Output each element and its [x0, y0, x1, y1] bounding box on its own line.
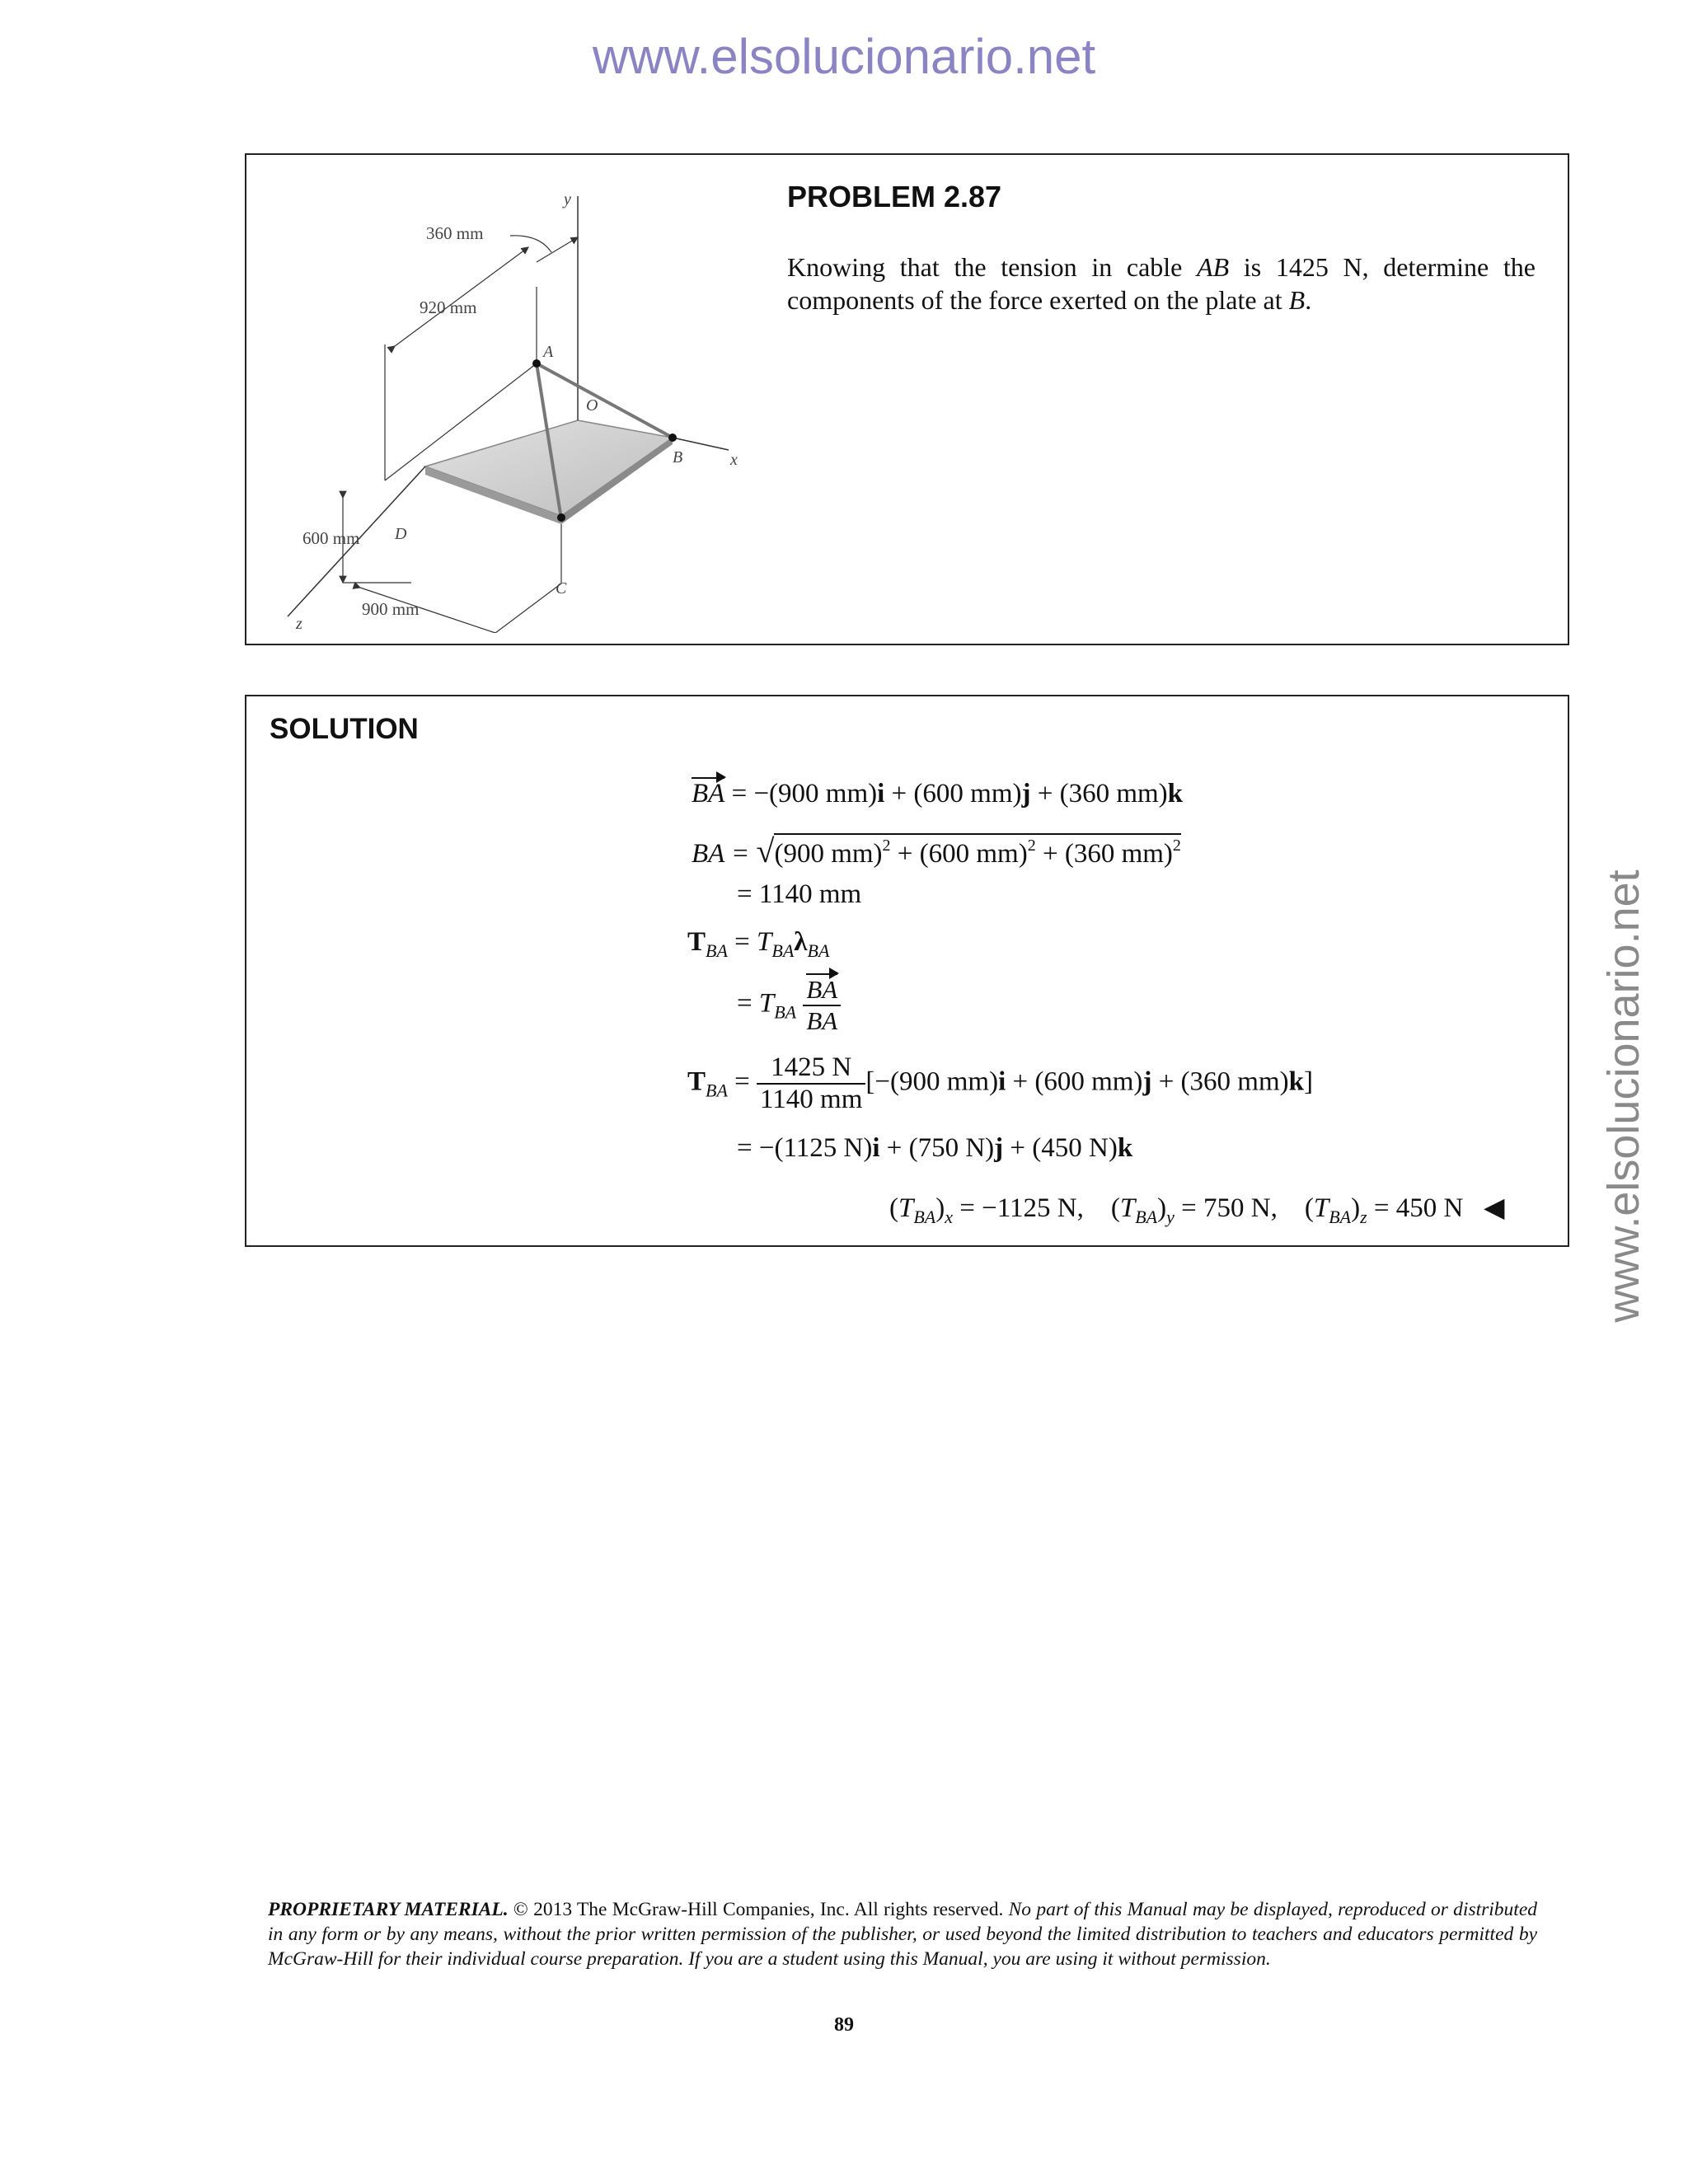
page-number: 89: [834, 2014, 854, 2036]
problem-text: Knowing that the tension in cable AB is 1425 N, determine the components of the force exerted on the plate at B.: [787, 252, 1536, 315]
equation-line-2: BA = √(900 mm)$^2$ + (600 mm)$^2$ + (360 mm)$^2$: [692, 832, 1181, 869]
label-A: A: [543, 343, 554, 361]
answer-z: $(T_{BA})_z = 450$ N: [1304, 1193, 1464, 1227]
dim-920-line: [395, 247, 528, 346]
label-x: x: [730, 451, 738, 469]
label-y: y: [564, 190, 571, 209]
label-z: z: [296, 615, 302, 633]
label-920: 920 mm: [420, 298, 477, 317]
problem-box: [245, 153, 1569, 645]
footer-copyright: PROPRIETARY MATERIAL. © 2013 The McGraw-Hill Companies, Inc. All rights reserved. No part of this Manual may be displayed, reproduced or distributed in any form or by any means, without the prior written permission of the publisher, or used beyond the limited distribution to teachers and educators permitted by McGraw-Hill for their individual course preparation. If you are a student using this Manual, you are using it without permission.: [268, 1899, 1538, 1970]
solution-box: [245, 695, 1569, 1247]
answer-marker-icon: ◀: [1484, 1193, 1505, 1223]
label-D: D: [395, 525, 407, 543]
label-C: C: [556, 579, 567, 598]
equation-line-4: $T_{BA} = T_{BA}\lambda_{BA}$: [687, 927, 830, 961]
label-600: 600 mm: [302, 528, 360, 548]
label-360: 360 mm: [426, 223, 484, 243]
solution-title: SOLUTION: [270, 713, 419, 745]
equation-line-1: BA = −(900 mm)i + (600 mm)j + (360 mm)k: [692, 779, 1184, 808]
equation-line-5: = $T_{BA}$ $\frac{BA}{BA}$: [737, 975, 841, 1036]
answer-y: $(T_{BA})_y = 750$ N,: [1110, 1193, 1278, 1227]
label-O: O: [586, 396, 598, 415]
answer-line: [889, 1191, 1504, 1228]
dim-360-line: [537, 237, 578, 262]
label-B: B: [673, 448, 683, 466]
watermark-top: www.elsolucionario.net: [592, 29, 1096, 84]
problem-title: PROBLEM 2.87: [787, 180, 1002, 213]
equation-line-7: = −(1125 N)i + (750 N)j + (450 N)k: [737, 1133, 1133, 1163]
watermark-side: www.elsolucionario.net: [1599, 869, 1648, 1323]
label-900: 900 mm: [362, 599, 420, 619]
equation-line-3: = 1140 mm: [737, 879, 862, 909]
problem-figure: [263, 171, 790, 633]
answer-x: $(T_{BA})_x = -1125$ N,: [889, 1193, 1084, 1227]
equation-line-6: $T_{BA}$ = $\frac{1425 N}{1140 mm}$ [−(900 mm)i + (600 mm)j + (360 mm)k]: [687, 1052, 1313, 1114]
